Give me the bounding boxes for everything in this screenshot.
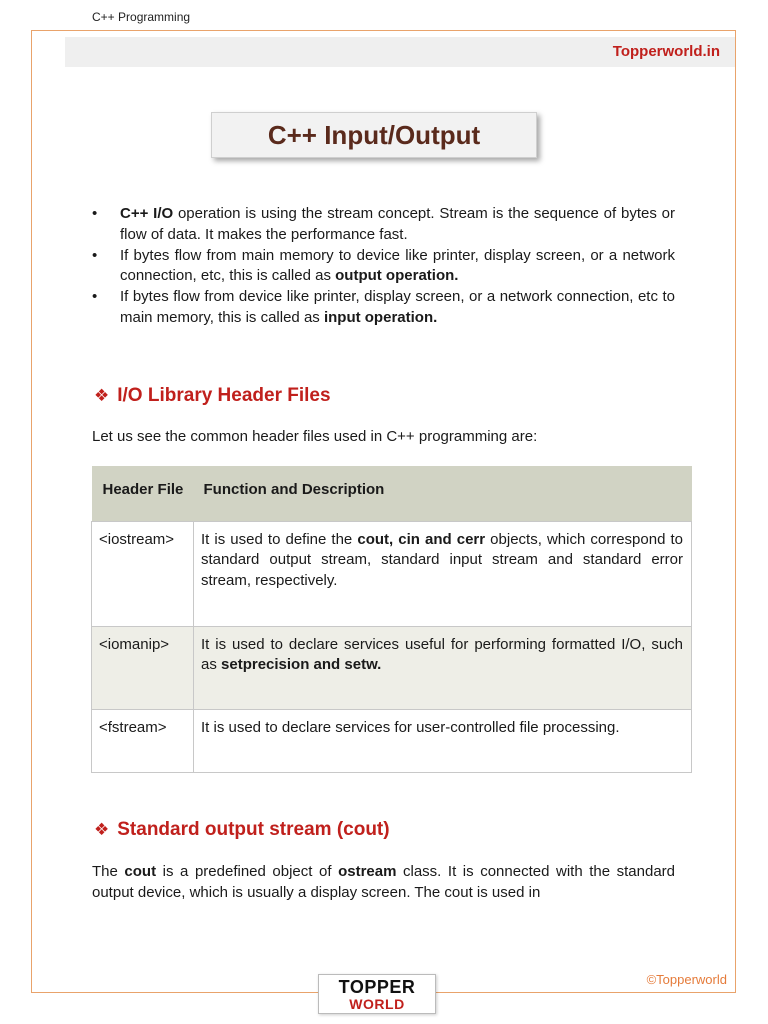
section-heading-text: I/O Library Header Files <box>117 385 331 406</box>
para-text: is a predefined object of <box>156 863 339 880</box>
table-cell-description <box>194 709 692 772</box>
bullet-text: If bytes flow from main memory to device like printer, display screen, or a network connection, etc, this is called as <box>120 246 675 285</box>
intro-bullet-list <box>92 204 675 329</box>
col-header-file: Header File <box>92 466 194 521</box>
para-text: The <box>92 863 125 880</box>
diamond-icon: ❖ <box>94 820 110 839</box>
table-cell-description <box>194 521 692 626</box>
table-cell-file: <iomanip> <box>92 626 194 709</box>
page-title: C++ Input/Output <box>267 119 481 150</box>
logo-line2: WORLD <box>349 996 405 1012</box>
section-intro: Let us see the common header files used in C++ programming are: <box>92 428 538 445</box>
bullet-bold-tail: output operation. <box>335 267 459 285</box>
para-bold: cout <box>124 863 157 880</box>
cell-text: It is used to define the <box>201 530 358 548</box>
para-text: class. It is connected with the standard output device, which is usually a display screen. The cout is used in <box>92 863 676 901</box>
bullet-text: If bytes flow from device like printer, display screen, or a network connection, etc to main memory, this is called as <box>120 288 675 326</box>
bullet-bold-tail: input operation. <box>323 308 438 326</box>
cell-bold: setprecision and setw. <box>221 656 382 674</box>
table-cell-description <box>194 626 692 709</box>
course-label: C++ Programming <box>92 10 191 24</box>
logo-line1: TOPPER <box>338 977 416 997</box>
section-heading-io <box>94 385 331 407</box>
table-header-row <box>92 466 692 521</box>
brand-link[interactable]: Topperworld.in <box>612 43 720 60</box>
topperworld-logo <box>318 974 436 1014</box>
bullet-text: operation is using the stream concept. Stream is the sequence of bytes or flow of data. It makes the performance fast. <box>120 205 675 243</box>
table-cell-file: <fstream> <box>92 709 194 772</box>
table-row <box>92 521 692 626</box>
table-cell-file: <iostream> <box>92 521 194 626</box>
para-bold: ostream <box>338 863 397 880</box>
bullet-icon: • <box>92 205 98 222</box>
list-item <box>92 287 675 329</box>
cell-text: It is used to declare services for user-controlled file processing. <box>201 718 620 736</box>
cell-text: objects, which correspond to standard output stream, standard input stream and standard error stream, respectively. <box>201 530 683 590</box>
col-header-description: Function and Description <box>194 466 692 521</box>
bullet-icon: • <box>92 288 98 306</box>
cout-paragraph <box>92 862 675 904</box>
title-box <box>211 112 537 158</box>
list-item <box>92 246 675 288</box>
header-files-table <box>91 466 692 773</box>
section-heading-text: Standard output stream (cout) <box>117 819 390 840</box>
bullet-icon: • <box>92 246 98 264</box>
table-row <box>92 709 692 772</box>
diamond-icon: ❖ <box>94 386 110 405</box>
bullet-bold-lead: C++ I/O <box>120 205 174 222</box>
list-item <box>92 204 675 246</box>
copyright-text: ©Topperworld <box>646 972 727 987</box>
cell-bold: cout, cin and cerr <box>357 530 486 548</box>
table-row <box>92 626 692 709</box>
section-heading-cout <box>94 819 390 841</box>
cell-text: It is used to declare services useful for performing formatted I/O, such as <box>201 635 683 674</box>
